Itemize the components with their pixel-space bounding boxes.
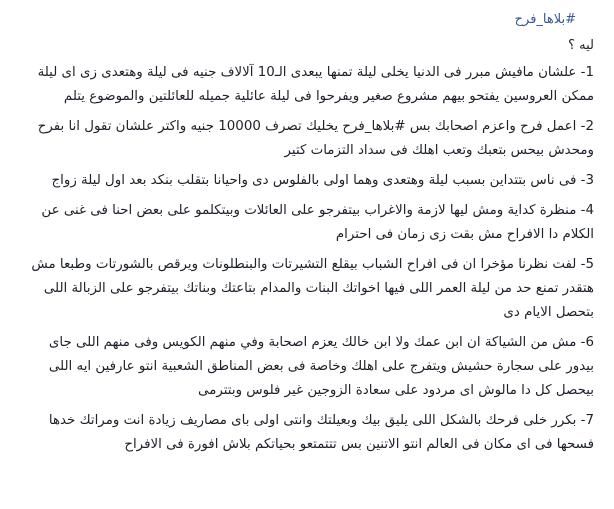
post-item-2: 2- اعمل فرح واعزم اصحابك بس #بلاها_فرح يخليك تصرف 10000 جنيه واكتر علشان تقول انا بفرح ومحدش بيحس بتعبك وتعب اهلك فى سداد التزمات كتير [37, 119, 594, 158]
post-item-3: 3- فى ناس بتتداين بسبب ليلة وهتعدى وهما اولى بالفلوس دى واحيانا بتقلب بنكد بعد اول ليلة زواج [51, 173, 594, 188]
post-body [18, 61, 594, 463]
post-question: ليه ؟ [568, 38, 594, 53]
post-item-7: 7- بكرر خلى فرحك بالشكل اللى يليق بيك وبعيلتك وانتى اولى باى مصاريف زيادة انت ومراتك خدها فسحها فى اى مكان فى العالم انتو الاتنين بس تتتمتعو بحياتكم بلاش افورة فى الافراح [48, 413, 594, 452]
post-item-1: 1- علشان مافيش مبرر فى الدنيا يخلى ليلة تمنها يبعدى الـ10 آلالاف جنيه فى ليلة وهتعدى زى اى ليلة ممكن العروسين يفتحو بيهم مشروع صغير ويفرحوا فى ليلة عائلية جميله للعائلتين والموضوع يتلم [37, 65, 594, 104]
post-item-6: 6- مش من الشياكة ان ابن عمك ولا ابن خالك يعزم اصحابة وفي منهم الكويس وفى منهم اللى جاى بيدور على سجارة حشيش ويتفرج على اهلك وخاصة فى بعض المناطق الشعبية انتو عارفين ايه اللى بيحصل كل دا مالوش اى مردود على سعادة الزوجين غير فلوس وبتترمى [48, 335, 594, 398]
post-item-4: 4- منظرة كداية ومش ليها لازمة والاغراب بيتفرجو على العائلات وبيتكلمو على بعض احنا فى غنى عن الكلام دا الافراح مش بقت زى زمان فى احترام [41, 203, 594, 242]
hashtag-link[interactable]: #بلاها_فرح [514, 12, 576, 27]
post-item-5: 5- لفت نظرنا مؤخرا ان فى افراح الشباب بيقلع التشيرتات والبنطلونات ويرقص بالشورتات وطبعا مش هتقدر تمنع حد من ليلة العمر اللى فيها اخواتك البنات والمدام بتاعتك وبناتك بيتفرجو على الزبالة اللى بتحصل الايام دى [31, 257, 594, 320]
